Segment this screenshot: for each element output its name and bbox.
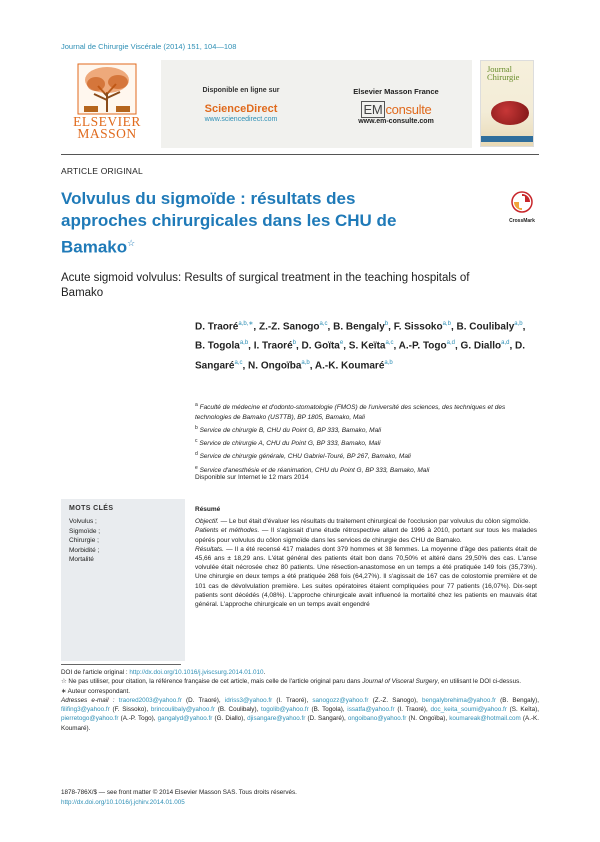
corresponding-author: ∗ Auteur correspondant. (61, 687, 130, 695)
keywords-title: MOTS CLÉS (69, 505, 114, 512)
keyword-item: Mortalité (69, 556, 94, 563)
email-label: Adresses e-mail : (61, 696, 119, 704)
star-footnote (61, 677, 539, 686)
email-owner: (B. Coulibaly), (215, 706, 262, 714)
email-link[interactable]: doc_keita_soumi@yahoo.fr (430, 706, 507, 714)
doi-label: DOI de l'article original : (61, 669, 130, 676)
affiliation-item (195, 423, 540, 436)
email-owner: (S. Keïta), (506, 706, 539, 714)
article-title-en: Acute sigmoid volvulus: Results of surgical treatment in the teaching hospitals of Bamako (61, 272, 470, 299)
affiliation-item (195, 436, 540, 449)
author-name: I. Traoré (253, 340, 293, 352)
author-affiliation-marker[interactable]: a,c (319, 321, 328, 327)
doi-end: . (263, 669, 266, 676)
doi-link[interactable]: http://dx.doi.org/10.1016/j.jviscsurg.2014.01.010 (129, 669, 264, 676)
em-title: Elsevier Masson France (353, 87, 439, 96)
author-affiliation-marker[interactable]: b (384, 321, 389, 327)
author-separator: , (450, 321, 457, 333)
affiliation-text: Service d'anesthésie et de réanimation, CHU du Point G, BP 333, Bamako, Mali (199, 466, 430, 474)
keyword-item: Sigmoïde ; (69, 527, 101, 535)
author-name: B. Togola (195, 340, 240, 352)
email-link[interactable]: idriss3@yahoo.fr (224, 696, 273, 704)
available-online-date: Disponible sur Internet le 12 mars 2014 (195, 474, 309, 481)
email-owner: (I. Traoré), (272, 696, 313, 704)
elsevier-tree-icon (76, 62, 138, 116)
keywords-box (61, 499, 185, 661)
author-affiliation-marker[interactable]: a,d (446, 340, 455, 347)
abstract (195, 505, 537, 609)
author-name: F. Sissoko (393, 321, 443, 333)
affiliation-text: Service de chirurgie B, CHU du Point G, BP 333, Bamako, Mali (199, 427, 382, 435)
author-separator: , (522, 321, 526, 333)
author-affiliation-marker[interactable]: b (292, 340, 296, 347)
affiliation-key: c (195, 438, 198, 445)
email-link[interactable]: pierretogo@yahoo.fr (61, 715, 119, 723)
em-logo-box: EM (361, 101, 386, 118)
star-note-b: , en utilisant le DOI ci-dessus. (437, 678, 521, 686)
author-name: A.-K. Koumaré (314, 359, 385, 371)
star-note-journal: Journal of Visceral Surgery (362, 678, 438, 686)
author-separator: , (253, 321, 259, 333)
author-affiliation-marker[interactable]: e (339, 340, 344, 347)
author-name: N. Ongoïba (248, 359, 302, 371)
author-separator: , (393, 340, 399, 352)
logo-text-masson: MASSON (77, 126, 137, 141)
email-owner: (A.-P. Togo), (118, 715, 158, 723)
author-separator: , (295, 340, 302, 352)
email-link[interactable]: gangalyd@yahoo.fr (157, 715, 213, 723)
email-owner: (F. Sissoko), (109, 706, 151, 714)
affiliation-text: Faculté de médecine et d'odonto-stomatologie (FMOS) de l'université des sciences, des techniques et des technologies de Bamako (USTTB), BP 1805, Bamako, Mali (195, 404, 506, 422)
patients-text: — Il s'agissait d'une étude rétrospective allant de 1996 à 2010, portant sur tous les malades opérés pour volvulus du côlon sigmoïde dans les services de chirurgie des CHU de Bamako. (195, 527, 537, 544)
em-logo-consulte: consulte (385, 102, 432, 117)
crossmark-badge[interactable] (492, 191, 552, 224)
email-link[interactable]: filifing3@yahoo.fr (61, 706, 110, 714)
author-separator: , (454, 340, 461, 352)
abstract-resultats (195, 545, 537, 609)
em-consulte-block (321, 87, 471, 125)
article-doi-link[interactable]: http://dx.doi.org/10.1016/j.jchirv.2014.01.005 (61, 798, 185, 806)
email-owner: (D. Sangaré), (305, 715, 348, 723)
journal-cover[interactable] (480, 60, 534, 147)
logo-text-elsevier: ELSEVIER (73, 114, 141, 129)
title-fr-text: Volvulus du sigmoïde : résultats des approches chirurgicales dans les CHU de Bamako (61, 189, 397, 257)
email-owner: (A.-K. Koumaré). (61, 715, 540, 732)
em-consulte-link[interactable]: www.em-consulte.com (358, 118, 434, 125)
footnotes (61, 668, 539, 733)
affiliation-text: Service de chirurgie A, CHU du Point G, BP 333, Bamako, Mali (199, 440, 381, 448)
author-name: G. Diallo (460, 340, 502, 352)
email-link[interactable]: togolib@yahoo.fr (261, 706, 309, 714)
patients-label: Patients et méthodes. (195, 527, 260, 535)
author-name: A.-P. Togo (398, 340, 447, 352)
email-owner: (G. Diallo), (212, 715, 248, 723)
author-separator: , (388, 321, 394, 333)
author-separator: , (309, 359, 315, 371)
keywords-list (69, 517, 177, 565)
email-link[interactable]: traored2003@yahoo.fr (118, 696, 182, 704)
author-separator: , (327, 321, 334, 333)
cover-title-line1: Journal (487, 64, 513, 74)
author-name: D. Goïta (301, 340, 340, 352)
author-list (195, 316, 535, 374)
author-affiliation-marker[interactable]: a,b (239, 340, 249, 347)
author-name: D. Sangaré (195, 340, 526, 371)
email-owner: (Z.-Z. Sanogo), (368, 696, 423, 704)
author-affiliation-marker[interactable]: a,b (384, 359, 393, 366)
email-owner: (D. Traoré), (181, 696, 225, 704)
resultats-label: Résultats. (195, 545, 224, 553)
affiliation-item (195, 449, 540, 462)
author-affiliation-marker[interactable]: a,d (501, 340, 510, 347)
sciencedirect-block (166, 87, 316, 123)
elsevier-masson-logo (61, 62, 153, 146)
affiliation-key: b (195, 425, 198, 432)
keyword-item: Chirurgie ; (69, 537, 99, 544)
doi-footnote (61, 668, 539, 677)
copyright-block (61, 788, 539, 807)
abstract-title: Résumé (195, 506, 221, 513)
author-affiliation-marker[interactable]: a,c (385, 340, 394, 347)
em-consulte-logo (321, 102, 471, 117)
author-affiliation-marker[interactable]: a,b (301, 359, 310, 366)
footnote-divider (61, 664, 181, 665)
email-link[interactable]: sanogozz@yahoo.fr (312, 696, 369, 704)
email-owner: (B. Togola), (308, 706, 348, 714)
email-owner: (B. Bengaly), (495, 696, 540, 704)
author-name: Z.-Z. Sanogo (258, 321, 320, 333)
author-affiliation-marker[interactable]: a,b (514, 321, 523, 327)
article-title-fr (61, 188, 441, 259)
cover-title (487, 65, 519, 81)
copyright-line: 1878-786X/$ — see front matter © 2014 Elsevier Masson SAS. Tous droits réservés. (61, 789, 297, 796)
keyword-item: Volvulus ; (69, 518, 97, 525)
sd-available-label: Disponible en ligne sur (202, 87, 280, 94)
email-list (61, 696, 539, 733)
email-owner: (I. Traoré), (394, 706, 431, 714)
author-name: S. Keïta (348, 340, 386, 352)
journal-reference[interactable]: Journal de Chirurgie Viscérale (2014) 151, 104—108 (61, 42, 237, 51)
abstract-objectif (195, 517, 537, 526)
objectif-text: — Le but était d'évaluer les résultats du traitement chirurgical de l'occlusion par volvulus du côlon sigmoïde. (218, 518, 531, 526)
author-name: B. Bengaly (333, 321, 385, 333)
email-link[interactable]: ongoibano@yahoo.fr (347, 715, 407, 723)
email-link[interactable]: koumareak@hotmail.com (449, 715, 521, 723)
publisher-banner (61, 60, 531, 148)
email-link[interactable]: brincoulibaly@yahoo.fr (150, 706, 216, 714)
objectif-label: Objectif. (195, 518, 219, 526)
affiliation-list (195, 400, 540, 476)
title-star-footnote[interactable]: ☆ (127, 238, 136, 248)
affiliation-text: Service de chirurgie générale, CHU Gabriel-Touré, BP 267, Bamako, Mali (199, 453, 411, 461)
author-separator: , (509, 340, 516, 352)
abstract-patients (195, 526, 537, 544)
crossmark-icon (511, 191, 533, 213)
header-divider (61, 154, 539, 155)
resultats-text: — Il a été recensé 417 malades dont 379 hommes et 38 femmes. La moyenne d'âge des patients était de 45,66 ans ± 18,29 ans. L'état général des patients était bon dans 70,50% et altéré dans 29,50% des cas. L'anse volvulée était nécrosée chez 80 patients. Une résection-anastomose en un temps a été pratiquée 149 fois (35,73%). Une chirurgie en deux temps a été pratiquée 268 fois (64,27%). Il s'agissait de 167 cas de colostomie première et de 101 cas de dévolvulation première. Les suites opératoires étaient compliquées pour 77 patients (16,07%). Dix-sept patients sont décédés (4,08%). L'approche chirurgicale avait influencé la mortalité chez les patients en mauvais état général. L'approche chirurgicale en un temps avait engendré (195, 545, 537, 609)
keyword-item: Morbidité ; (69, 546, 100, 554)
cover-image (491, 101, 529, 125)
cover-title-line2: Chirurgie (487, 72, 520, 82)
author-affiliation-marker[interactable]: a,b (442, 321, 451, 327)
affiliation-key: a (195, 402, 198, 408)
email-owner: (N. Ongoïba), (406, 715, 450, 723)
affiliation-key: d (195, 451, 198, 458)
star-note-a: ☆ Ne pas utiliser, pour citation, la référence française de cet article, mais celle de l'article original paru dans (61, 678, 363, 686)
sciencedirect-link[interactable]: www.sciencedirect.com (204, 116, 278, 123)
author-affiliation-marker[interactable]: a,b,∗ (238, 321, 254, 327)
crossmark-label: CrossMark (509, 218, 535, 224)
email-link[interactable]: djisangare@yahoo.fr (247, 715, 306, 723)
author-affiliation-marker[interactable]: a,c (234, 359, 243, 366)
cover-bar (481, 136, 533, 142)
author-name: B. Coulibaly (456, 321, 515, 333)
sciencedirect-logo: ScienceDirect (204, 103, 278, 115)
article-type: ARTICLE ORIGINAL (61, 166, 143, 176)
affiliation-item (195, 400, 540, 423)
author-separator: , (248, 340, 254, 352)
author-separator: , (242, 359, 249, 371)
email-link[interactable]: issatfa@yahoo.fr (347, 706, 395, 714)
affiliation-key: e (195, 464, 198, 471)
author-name: D. Traoré (195, 321, 239, 333)
email-link[interactable]: bengalybrehima@yahoo.fr (422, 696, 496, 704)
author-separator: , (343, 340, 349, 352)
